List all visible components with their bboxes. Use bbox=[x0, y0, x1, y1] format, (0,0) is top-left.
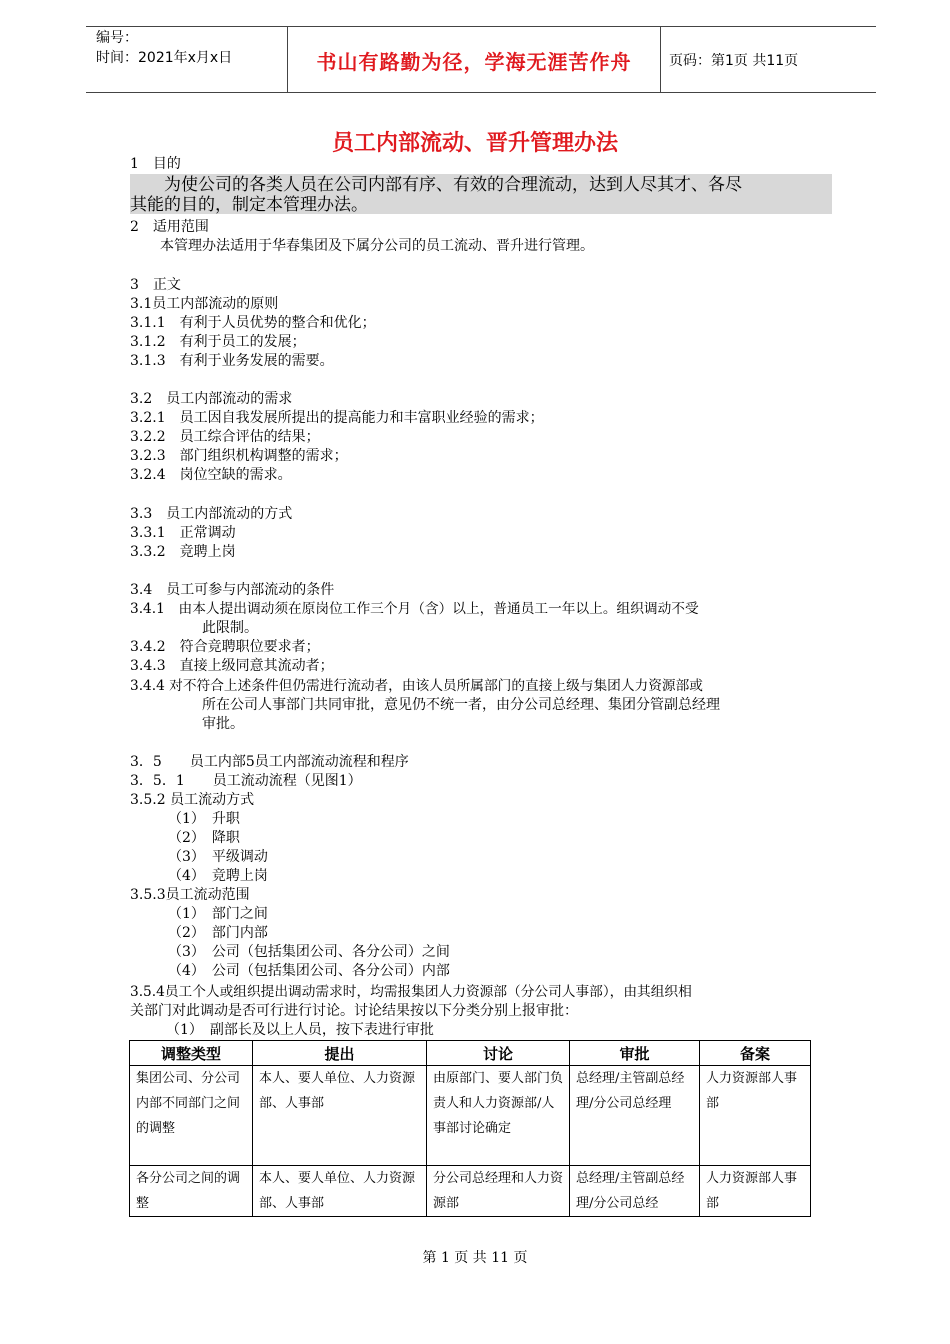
scope-paragraph: 本管理办法适用于华春集团及下属分公司的员工流动、晋升进行管理。 bbox=[160, 238, 594, 254]
clause-3-2-2: 3.2.2 员工综合评估的结果； bbox=[130, 429, 320, 445]
clause-3-1-1: 3.1.1 有利于人员优势的整合和优化； bbox=[130, 315, 376, 331]
clause-3-4-4: 3.4.4 对不符合上述条件但仍需进行流动者，由该人员所属部门的直接上级与集团人力资源部或 bbox=[130, 678, 703, 694]
clause-3-5-3: 3.5.3员工流动范围 bbox=[130, 887, 250, 903]
flow-method-item-3: （3） 平级调动 bbox=[168, 849, 268, 865]
table-header-cell: 审批 bbox=[570, 1041, 700, 1066]
table-header-cell: 提出 bbox=[253, 1041, 427, 1066]
clause-3-4-2: 3.4.2 符合竞聘职位要求者； bbox=[130, 639, 320, 655]
table-cell: 集团公司、分公司内部不同部门之间的调整 bbox=[130, 1066, 253, 1166]
header-page-number: 页码：第1页 共11页 bbox=[669, 53, 799, 69]
purpose-paragraph-line-2: 其能的目的，制定本管理办法。 bbox=[130, 195, 368, 215]
flow-scope-item-4: （4） 公司（包括集团公司、各分公司）内部 bbox=[168, 963, 450, 979]
header-top-rule bbox=[86, 26, 876, 27]
clause-3-2-1: 3.2.1 员工因自我发展所提出的提高能力和丰富职业经验的需求； bbox=[130, 410, 544, 426]
table-cell: 分公司总经理和人力资源部 bbox=[427, 1166, 570, 1217]
clause-3-1: 3.1员工内部流动的原则 bbox=[130, 296, 279, 312]
header-meta bbox=[96, 28, 232, 68]
table-cell: 人力资源部人事部 bbox=[700, 1166, 811, 1217]
section-scope-heading: 2 适用范围 bbox=[130, 219, 209, 235]
flow-method-item-2: （2） 降职 bbox=[168, 830, 240, 846]
table-row bbox=[130, 1166, 811, 1217]
table-cell: 本人、要人单位、人力资源部、人事部 bbox=[253, 1166, 427, 1217]
table-row bbox=[130, 1066, 811, 1166]
clause-3-5-1: 3．5．1 员工流动流程（见图1） bbox=[130, 773, 362, 789]
section-body-heading: 3 正文 bbox=[130, 277, 181, 293]
clause-3-5-4-cont: 关部门对此调动是否可行进行讨论。讨论结果按以下分类分别上报审批： bbox=[130, 1003, 578, 1019]
clause-3-2: 3.2 员工内部流动的需求 bbox=[130, 391, 293, 407]
header-motto: 书山有路勤为径，学海无涯苦作舟 bbox=[316, 50, 632, 74]
clause-3-5: 3．5 员工内部5员工内部流动流程和程序 bbox=[130, 754, 409, 770]
clause-3-5-4: 3.5.4员工个人或组织提出调动需求时，均需报集团人力资源部（分公司人事部），由其组织相 bbox=[130, 984, 692, 1000]
flow-method-item-1: （1） 升职 bbox=[168, 811, 240, 827]
clause-3-1-2: 3.1.2 有利于员工的发展； bbox=[130, 334, 306, 350]
clause-3-2-4: 3.2.4 岗位空缺的需求。 bbox=[130, 467, 292, 483]
approval-subheading: （1） 副部长及以上人员，按下表进行审批 bbox=[166, 1022, 434, 1038]
page-footer: 第 1 页 共 11 页 bbox=[422, 1250, 528, 1266]
clause-3-4-4-cont-2: 审批。 bbox=[202, 716, 244, 732]
table-cell: 总经理/主管副总经理/分公司总经理 bbox=[570, 1066, 700, 1166]
clause-3-5-2: 3.5.2 员工流动方式 bbox=[130, 792, 255, 808]
clause-3-4-4-cont-1: 所在公司人事部门共同审批，意见仍不统一者，由分公司总经理、集团分管副总经理 bbox=[202, 697, 720, 713]
document-number-label: 编号： bbox=[96, 30, 138, 46]
flow-method-item-4: （4） 竞聘上岗 bbox=[168, 868, 268, 884]
table-header-cell: 调整类型 bbox=[130, 1041, 253, 1066]
flow-scope-item-3: （3） 公司（包括集团公司、各分公司）之间 bbox=[168, 944, 450, 960]
clause-3-4-1-cont: 此限制。 bbox=[202, 620, 258, 636]
approval-table bbox=[129, 1040, 811, 1217]
header-bottom-rule bbox=[86, 92, 876, 93]
table-cell: 由原部门、要人部门负责人和人力资源部/人事部讨论确定 bbox=[427, 1066, 570, 1166]
table-header-row bbox=[130, 1041, 811, 1066]
flow-scope-item-2: （2） 部门内部 bbox=[168, 925, 268, 941]
clause-3-1-3: 3.1.3 有利于业务发展的需要。 bbox=[130, 353, 334, 369]
section-purpose-heading: 1 目的 bbox=[130, 156, 181, 172]
table-cell: 本人、要人单位、人力资源部、人事部 bbox=[253, 1066, 427, 1166]
clause-3-3: 3.3 员工内部流动的方式 bbox=[130, 506, 293, 522]
clause-3-3-1: 3.3.1 正常调动 bbox=[130, 525, 236, 541]
purpose-paragraph-line-1: 为使公司的各类人员在公司内部有序、有效的合理流动，达到人尽其才、各尽 bbox=[130, 175, 742, 195]
clause-3-4-1: 3.4.1 由本人提出调动须在原岗位工作三个月（含）以上，普通员工一年以上。组织调动不受 bbox=[130, 601, 699, 617]
clause-3-2-3: 3.2.3 部门组织机构调整的需求； bbox=[130, 448, 348, 464]
table-cell: 各分公司之间的调整 bbox=[130, 1166, 253, 1217]
flow-scope-item-1: （1） 部门之间 bbox=[168, 906, 268, 922]
table-cell: 人力资源部人事部 bbox=[700, 1066, 811, 1166]
clause-3-4-3: 3.4.3 直接上级同意其流动者； bbox=[130, 658, 334, 674]
header-divider-right bbox=[660, 26, 661, 93]
document-title: 员工内部流动、晋升管理办法 bbox=[331, 131, 618, 156]
clause-3-4: 3.4 员工可参与内部流动的条件 bbox=[130, 582, 335, 598]
table-header-cell: 讨论 bbox=[427, 1041, 570, 1066]
table-header-cell: 备案 bbox=[700, 1041, 811, 1066]
table-cell: 总经理/主管副总经理/分公司总经 bbox=[570, 1166, 700, 1217]
document-time-label: 时间：2021年x月x日 bbox=[96, 50, 233, 66]
clause-3-3-2: 3.3.2 竞聘上岗 bbox=[130, 544, 236, 560]
